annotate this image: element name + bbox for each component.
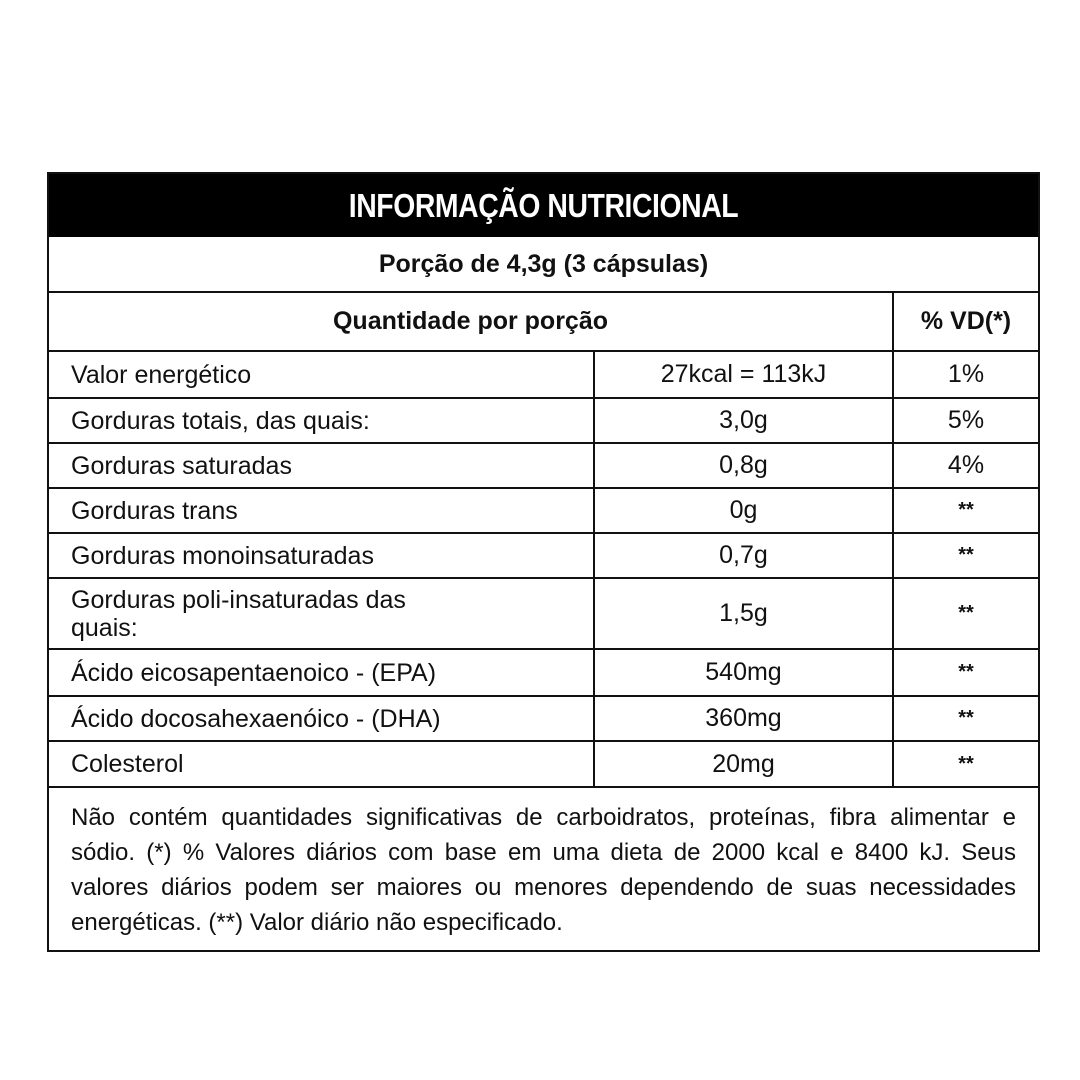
quantity-header: Quantidade por porção	[49, 293, 894, 350]
table-row	[49, 650, 1038, 697]
table-row	[49, 742, 1038, 788]
table-row	[49, 444, 1038, 489]
nutrient-amount: 27kcal = 113kJ	[595, 352, 894, 397]
table-row	[49, 534, 1038, 579]
nutrient-amount: 540mg	[595, 650, 894, 695]
nutrient-name: Ácido docosahexaenóico - (DHA)	[49, 697, 595, 740]
nutrient-daily-value: **	[958, 707, 974, 729]
nutrient-amount: 0,7g	[595, 534, 894, 577]
nutrient-daily-value: 4%	[947, 451, 985, 479]
nutrient-amount: 0g	[595, 489, 894, 532]
nutrient-daily-value: **	[958, 499, 974, 521]
nutrition-facts-panel	[47, 172, 1040, 952]
table-row	[49, 489, 1038, 534]
table-row	[49, 399, 1038, 444]
nutrient-daily-value: **	[958, 544, 974, 566]
table-row	[49, 579, 1038, 650]
nutrient-amount: 3,0g	[595, 399, 894, 442]
nutrient-name: Colesterol	[49, 742, 595, 786]
nutrient-daily-value: 1%	[947, 360, 985, 388]
daily-value-header: % VD(*)	[920, 307, 1012, 335]
nutrient-amount: 360mg	[595, 697, 894, 740]
table-row	[49, 352, 1038, 399]
nutrient-name: Valor energético	[49, 352, 595, 397]
nutrient-amount: 1,5g	[595, 579, 894, 648]
title-bar	[49, 174, 1038, 237]
footnote: Não contém quantidades significativas de carboidratos, proteínas, fibra alimentar e sódio. (*) % Valores diários com base em uma dieta de 2000 kcal e 8400 kJ. Seus valores diários podem ser maiores ou menores dependendo de suas necessidades energéticas. (**) Valor diário não especificado.	[71, 804, 1016, 936]
nutrient-name: Gorduras poli-insaturadas das quais:	[49, 579, 595, 648]
column-header-row	[49, 293, 1038, 352]
nutrient-daily-value: 5%	[947, 406, 985, 434]
serving-size: Porção de 4,3g (3 cápsulas)	[49, 237, 1038, 293]
nutrient-daily-value: **	[958, 602, 974, 624]
table-title: INFORMAÇÃO NUTRICIONAL	[118, 174, 969, 237]
nutrient-rows	[49, 352, 1038, 788]
nutrient-name: Ácido eicosapentaenoico - (EPA)	[49, 650, 595, 695]
nutrient-daily-value: **	[958, 752, 974, 775]
nutrient-name: Gorduras saturadas	[49, 444, 595, 487]
table-row	[49, 697, 1038, 742]
nutrient-amount: 0,8g	[595, 444, 894, 487]
nutrient-name: Gorduras trans	[49, 489, 595, 532]
nutrient-daily-value: **	[958, 661, 974, 683]
nutrient-name: Gorduras totais, das quais:	[49, 399, 595, 442]
nutrient-name: Gorduras monoinsaturadas	[49, 534, 595, 577]
nutrient-amount: 20mg	[595, 742, 894, 786]
